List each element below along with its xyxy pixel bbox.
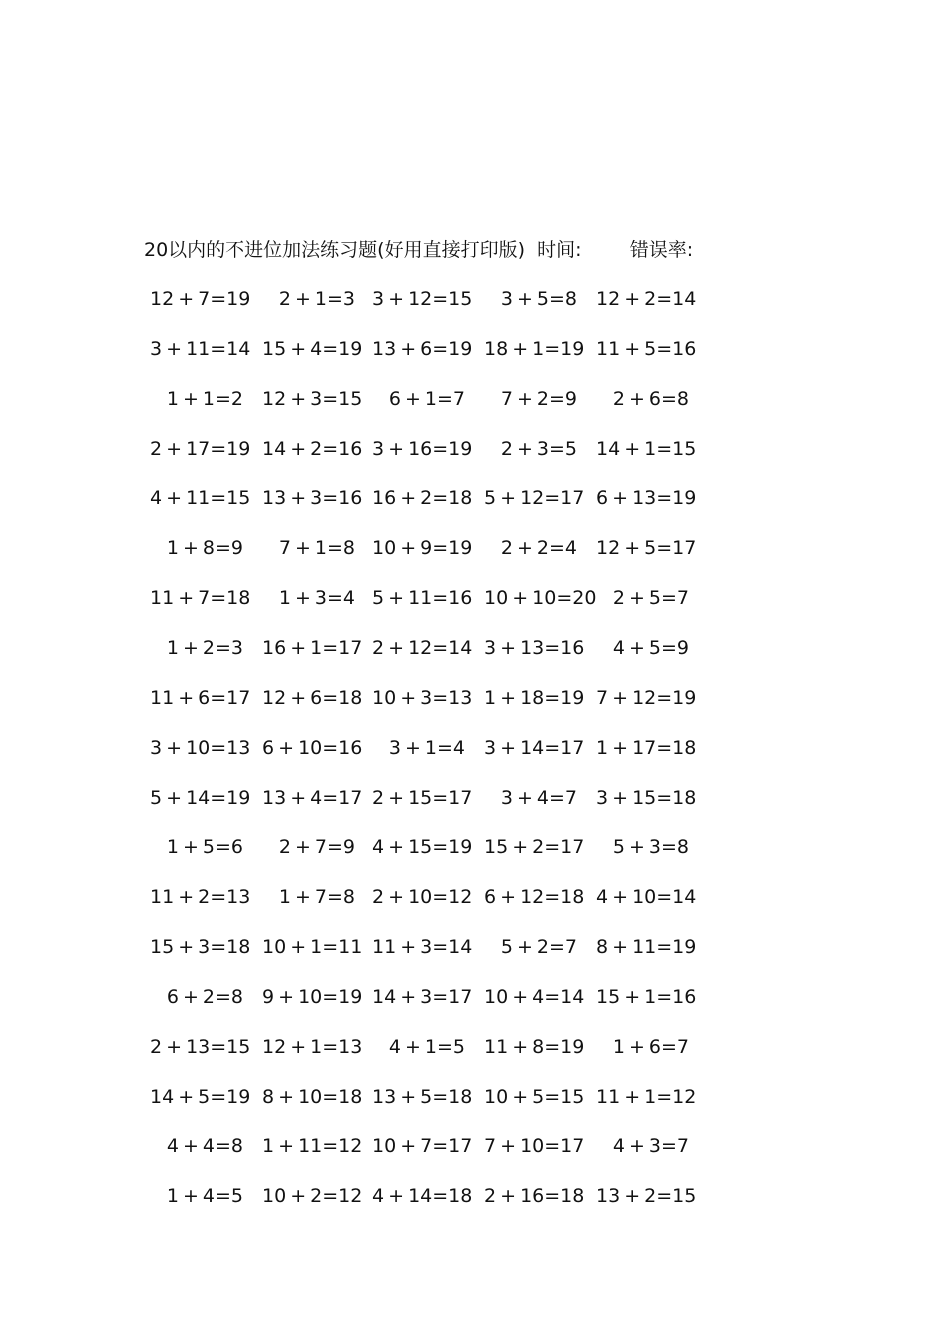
problem: 6 + 2=8 xyxy=(166,986,243,1008)
problem: 5 + 11=16 xyxy=(372,587,473,609)
problem: 4 + 3=7 xyxy=(612,1135,689,1157)
problem-row xyxy=(0,785,950,811)
problem: 3 + 15=18 xyxy=(596,787,697,809)
problem: 11 + 1=12 xyxy=(596,1086,697,1108)
problem: 1 + 4=5 xyxy=(166,1185,243,1207)
problem: 11 + 3=14 xyxy=(372,936,473,958)
problem: 7 + 12=19 xyxy=(596,687,697,709)
problem: 3 + 10=13 xyxy=(150,737,251,759)
problem: 2 + 1=3 xyxy=(278,288,355,310)
problem: 10 + 10=20 xyxy=(484,587,597,609)
problem: 15 + 1=16 xyxy=(596,986,697,1008)
problem: 3 + 1=4 xyxy=(388,737,465,759)
problem: 6 + 1=7 xyxy=(388,388,465,410)
problem-row xyxy=(0,485,950,511)
problem: 2 + 3=5 xyxy=(500,438,577,460)
problem: 4 + 10=14 xyxy=(596,886,697,908)
problem: 9 + 10=19 xyxy=(262,986,363,1008)
problem: 11 + 7=18 xyxy=(150,587,251,609)
problem: 2 + 17=19 xyxy=(150,438,251,460)
problem: 4 + 14=18 xyxy=(372,1185,473,1207)
problem: 3 + 5=8 xyxy=(500,288,577,310)
problem-row xyxy=(0,1133,950,1159)
problem: 11 + 6=17 xyxy=(150,687,251,709)
problem: 10 + 5=15 xyxy=(484,1086,585,1108)
problem: 4 + 1=5 xyxy=(388,1036,465,1058)
problem: 7 + 2=9 xyxy=(500,388,577,410)
problem: 3 + 13=16 xyxy=(484,637,585,659)
problem: 2 + 16=18 xyxy=(484,1185,585,1207)
problem-row xyxy=(0,336,950,362)
problem: 11 + 5=16 xyxy=(596,338,697,360)
problem: 12 + 1=13 xyxy=(262,1036,363,1058)
problem: 2 + 2=4 xyxy=(500,537,577,559)
problem: 13 + 6=19 xyxy=(372,338,473,360)
problem: 1 + 6=7 xyxy=(612,1036,689,1058)
problem-row xyxy=(0,286,950,312)
problem: 1 + 11=12 xyxy=(262,1135,363,1157)
problem-row xyxy=(0,1183,950,1209)
problem: 5 + 14=19 xyxy=(150,787,251,809)
problem: 15 + 3=18 xyxy=(150,936,251,958)
problem: 2 + 12=14 xyxy=(372,637,473,659)
problem-row xyxy=(0,436,950,462)
problem-row xyxy=(0,984,950,1010)
problem: 14 + 5=19 xyxy=(150,1086,251,1108)
problem: 2 + 10=12 xyxy=(372,886,473,908)
problem: 4 + 15=19 xyxy=(372,836,473,858)
problem: 4 + 5=9 xyxy=(612,637,689,659)
problem: 5 + 3=8 xyxy=(612,836,689,858)
problem: 4 + 4=8 xyxy=(166,1135,243,1157)
problem: 1 + 18=19 xyxy=(484,687,585,709)
problem: 16 + 1=17 xyxy=(262,637,363,659)
problem: 1 + 5=6 xyxy=(166,836,243,858)
problem: 2 + 5=7 xyxy=(612,587,689,609)
problem: 14 + 3=17 xyxy=(372,986,473,1008)
problem: 2 + 15=17 xyxy=(372,787,473,809)
problem: 11 + 8=19 xyxy=(484,1036,585,1058)
problem: 12 + 3=15 xyxy=(262,388,363,410)
problem: 7 + 1=8 xyxy=(278,537,355,559)
problem: 2 + 13=15 xyxy=(150,1036,251,1058)
problem: 10 + 9=19 xyxy=(372,537,473,559)
problem-row xyxy=(0,884,950,910)
problem: 7 + 10=17 xyxy=(484,1135,585,1157)
problem-row xyxy=(0,386,950,412)
problem: 8 + 11=19 xyxy=(596,936,697,958)
problem: 2 + 6=8 xyxy=(612,388,689,410)
problem: 10 + 7=17 xyxy=(372,1135,473,1157)
problem: 14 + 2=16 xyxy=(262,438,363,460)
problem-row xyxy=(0,735,950,761)
problem: 11 + 2=13 xyxy=(150,886,251,908)
problem: 3 + 16=19 xyxy=(372,438,473,460)
problem: 10 + 1=11 xyxy=(262,936,363,958)
problem: 1 + 17=18 xyxy=(596,737,697,759)
problem: 13 + 2=15 xyxy=(596,1185,697,1207)
problem-row xyxy=(0,1034,950,1060)
problem: 8 + 10=18 xyxy=(262,1086,363,1108)
problem: 3 + 11=14 xyxy=(150,338,251,360)
problem: 12 + 7=19 xyxy=(150,288,251,310)
problem: 3 + 14=17 xyxy=(484,737,585,759)
problem: 16 + 2=18 xyxy=(372,487,473,509)
problem: 13 + 4=17 xyxy=(262,787,363,809)
problem-row xyxy=(0,685,950,711)
problem: 1 + 7=8 xyxy=(278,886,355,908)
problem: 12 + 2=14 xyxy=(596,288,697,310)
problem: 13 + 3=16 xyxy=(262,487,363,509)
page-title: 20以内的不进位加法练习题(好用直接打印版) 时间: 错误率: xyxy=(144,239,694,261)
problem: 1 + 2=3 xyxy=(166,637,243,659)
problem: 12 + 6=18 xyxy=(262,687,363,709)
problem: 5 + 2=7 xyxy=(500,936,577,958)
problem-row xyxy=(0,535,950,561)
problem: 2 + 7=9 xyxy=(278,836,355,858)
problem: 1 + 8=9 xyxy=(166,537,243,559)
problem: 3 + 4=7 xyxy=(500,787,577,809)
problem: 18 + 1=19 xyxy=(484,338,585,360)
problem: 13 + 5=18 xyxy=(372,1086,473,1108)
problem-row xyxy=(0,834,950,860)
problem: 6 + 13=19 xyxy=(596,487,697,509)
problem: 15 + 4=19 xyxy=(262,338,363,360)
problem: 10 + 3=13 xyxy=(372,687,473,709)
problem: 14 + 1=15 xyxy=(596,438,697,460)
problem-row xyxy=(0,934,950,960)
problem: 15 + 2=17 xyxy=(484,836,585,858)
problem: 5 + 12=17 xyxy=(484,487,585,509)
problem: 10 + 4=14 xyxy=(484,986,585,1008)
problem-row xyxy=(0,635,950,661)
problem: 3 + 12=15 xyxy=(372,288,473,310)
problem: 10 + 2=12 xyxy=(262,1185,363,1207)
problem: 6 + 10=16 xyxy=(262,737,363,759)
problem-row xyxy=(0,585,950,611)
problem: 12 + 5=17 xyxy=(596,537,697,559)
problem: 6 + 12=18 xyxy=(484,886,585,908)
problem: 1 + 1=2 xyxy=(166,388,243,410)
problem: 1 + 3=4 xyxy=(278,587,355,609)
problem-row xyxy=(0,1084,950,1110)
problem: 4 + 11=15 xyxy=(150,487,251,509)
